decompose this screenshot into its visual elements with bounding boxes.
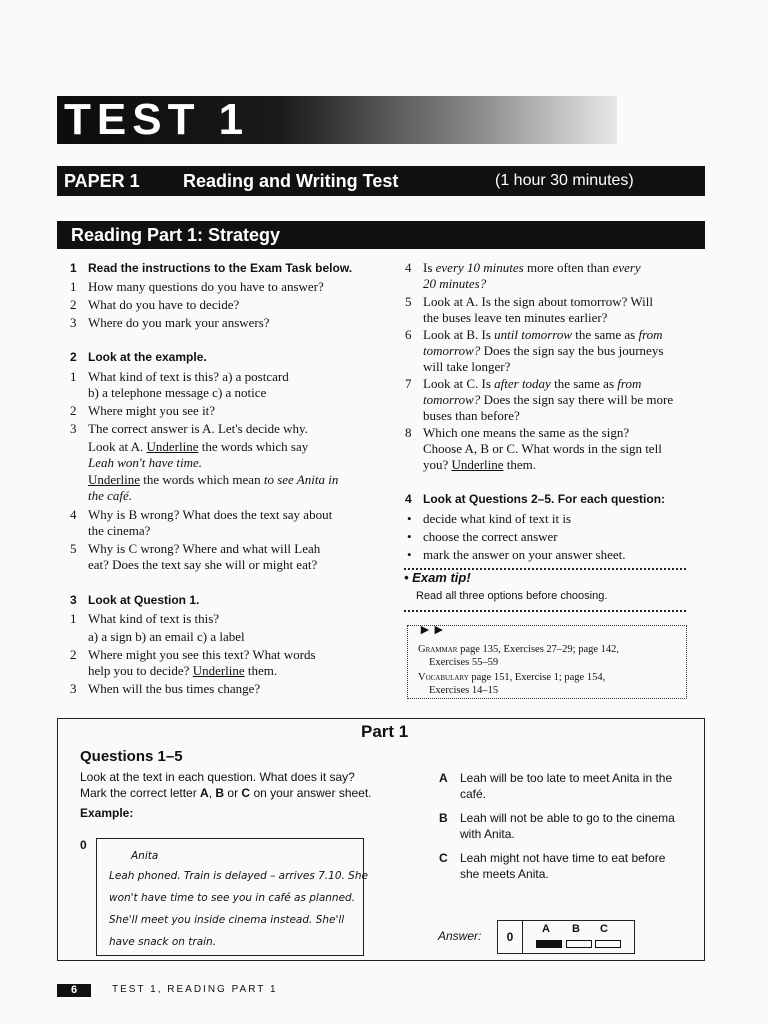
part-title: Part 1 [361,722,409,741]
paper-bar [57,166,705,196]
list-item: Underline the words which mean to see Anita in [88,472,339,487]
list-item: b) a telephone message c) a notice [88,385,267,400]
note-line: She'll meet you inside cinema instead. She'll [109,914,345,926]
list-item: Choose A, B or C. What words in the sign tell [423,441,662,456]
list-item: 6 Look at B. Is until tomorrow the same as from [405,327,663,342]
list-item: you? Underline them. [423,457,537,472]
list-item: 1 How many questions do you have to answer? [70,279,324,294]
option-letter: C [439,851,448,865]
option-text: with Anita. [460,827,515,841]
answer-number: 0 [498,921,523,953]
list-item: 5 Why is C wrong? Where and what will Leah [70,541,321,556]
list-item: 2 What do you have to decide? [70,297,240,312]
list-item: a) a sign b) an email c) a label [88,629,245,644]
list-item: 5 Look at A. Is the sign about tomorrow? Will [405,294,653,309]
step-heading-3: 3 Look at Question 1. [70,593,200,607]
option-text: café. [460,787,487,801]
answer-sheet-example [497,920,635,954]
list-item: 3 Where do you mark your answers? [70,315,270,330]
note-line: won't have time to see you in café as planned. [109,892,356,904]
answer-box [566,940,592,948]
list-item: the café. [88,488,133,503]
list-item: 8 Which one means the same as the sign? [405,425,630,440]
section-title: Reading Part 1: Strategy [57,221,705,249]
questions-heading: Questions 1–5 [80,748,183,765]
paper-label: PAPER 1 [64,171,140,191]
exam-tip-text: Read all three options before choosing. [416,590,608,602]
test-title: TEST 1 [64,95,250,144]
vocabulary-reference-cont: Exercises 14–15 [429,685,499,696]
option-letter: A [439,771,448,785]
answer-box [595,940,621,948]
note-line: have snack on train. [109,936,217,948]
list-item: Look at A. Underline the words which say [88,439,309,454]
step-heading-2: 2 Look at the example. [70,350,207,364]
list-item: 20 minutes? [423,276,487,291]
list-item: 1 What kind of text is this? a) a postcard [70,369,289,384]
answer-letter: C [600,923,608,935]
example-number: 0 [80,838,87,852]
list-item: eat? Does the text say she will or might eat? [88,557,318,572]
list-item: 1 What kind of text is this? [70,611,220,626]
list-item: 7 Look at C. Is after today the same as from [405,376,642,391]
list-item: Leah won't have time. [88,455,202,470]
list-item: buses than before? [423,408,520,423]
answer-letter: A [542,923,550,935]
note-recipient: Anita [131,850,159,862]
answer-letter: B [572,923,580,935]
list-item: will take longer? [423,359,511,374]
list-item: 2 Where might you see this text? What words [70,647,316,662]
exam-tip-box [404,568,686,612]
footer-text: TEST 1, READING PART 1 [112,984,278,995]
option-letter: B [439,811,448,825]
list-item: the cinema? [88,523,151,538]
list-item: 3 When will the bus times change? [70,681,261,696]
vocabulary-reference: Vocabulary page 151, Exercise 1; page 154, [418,672,606,683]
option-text: Leah will not be able to go to the cinema [460,811,675,825]
answer-label: Answer: [438,929,482,943]
grammar-reference-cont: Exercises 55–59 [429,657,499,668]
example-label: Example: [80,806,134,820]
bullet-item: • mark the answer on your answer sheet. [407,547,626,562]
paper-name: Reading and Writing Test [183,171,399,191]
list-item: 3 The correct answer is A. Let's decide why. [70,421,308,436]
exam-tip-title: • Exam tip! [404,570,475,585]
list-item: 4 Is every 10 minutes more often than every [405,260,641,275]
list-item: 4 Why is B wrong? What does the text say about [70,507,333,522]
list-item: help you to decide? Underline them. [88,663,278,678]
instruction-line-2: Mark the correct letter A, B or C on your answer sheet. [80,786,372,800]
paper-duration: (1 hour 30 minutes) [495,172,634,189]
reference-box [407,625,687,699]
page-number: 6 [57,984,91,997]
bullet-item: • decide what kind of text it is [407,511,572,526]
list-item: tomorrow? Does the sign say there will be more [423,392,674,407]
note-line: Leah phoned. Train is delayed – arrives 7.10. She [109,870,368,882]
option-text: Leah will be too late to meet Anita in the [460,771,673,785]
example-note [96,838,368,956]
answer-box-filled [536,940,562,948]
step-heading-4: 4 Look at Questions 2–5. For each question: [405,492,666,506]
option-text: she meets Anita. [460,867,549,881]
step-heading-1: 1 Read the instructions to the Exam Task below. [70,261,353,275]
list-item: tomorrow? Does the sign say the bus journeys [423,343,664,358]
list-item: the buses leave ten minutes earlier? [423,310,608,325]
fast-forward-icon: ►► [418,623,446,638]
bullet-item: • choose the correct answer [407,529,558,544]
grammar-reference: Grammar page 135, Exercises 27–29; page 142, [418,644,620,655]
instruction-line-1: Look at the text in each question. What does it say? [80,770,355,784]
list-item: 2 Where might you see it? [70,403,216,418]
option-text: Leah might not have time to eat before [460,851,666,865]
